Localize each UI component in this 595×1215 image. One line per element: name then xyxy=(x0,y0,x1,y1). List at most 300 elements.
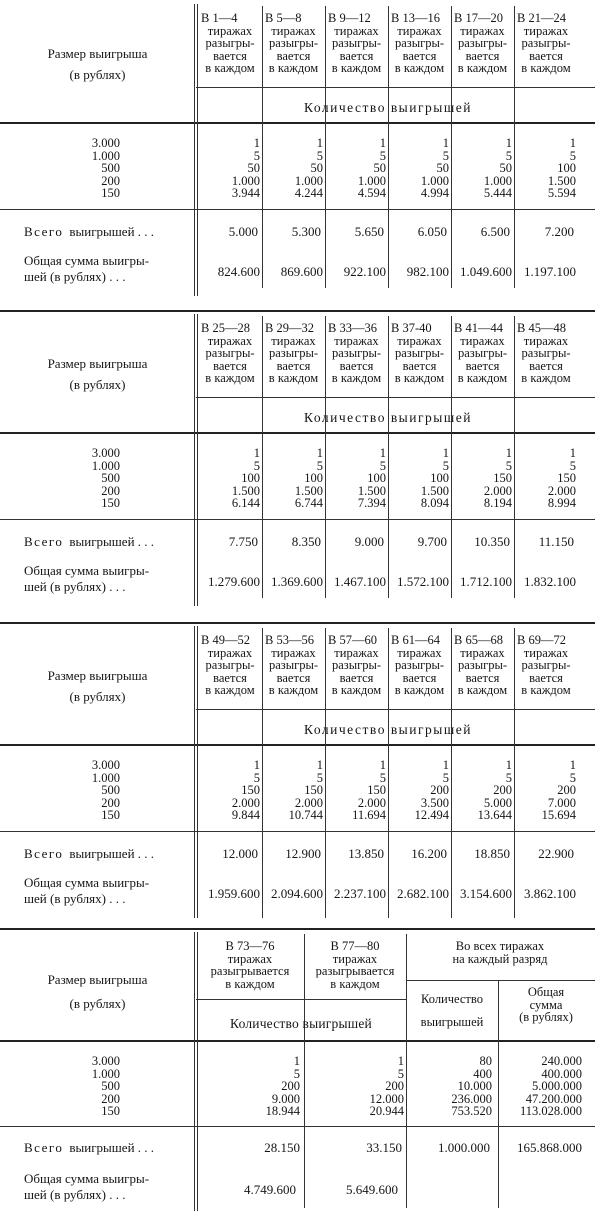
wins-count-cell: 1.500 xyxy=(547,173,576,188)
wins-count-cell: 5 xyxy=(253,770,260,785)
draw-range-header-line: разыгры- xyxy=(268,36,319,50)
draw-range-header-line: тиражах xyxy=(207,645,253,660)
prize-size-heading-line: Размер выигрыша xyxy=(47,46,148,61)
wins-count-cell: 15.694 xyxy=(541,808,576,823)
draw-range-header-line: тиражах xyxy=(523,645,569,660)
final-cell: 753.520 xyxy=(451,1104,492,1119)
draw-range-header-line: В 37-40 xyxy=(391,321,432,335)
prize-size-value: 500 xyxy=(101,1079,120,1094)
final-prize-table-block xyxy=(0,928,595,1215)
wins-count-cell: 11.694 xyxy=(352,808,386,823)
draw-range-header-line: разыгрывается xyxy=(315,964,395,978)
wins-count-cell: 1 xyxy=(379,136,386,150)
draw-range-header-line: разыгры- xyxy=(457,658,508,672)
draw-range-header xyxy=(263,12,324,75)
draw-range-header xyxy=(452,12,513,75)
draw-range-header-line: В 29—32 xyxy=(265,321,314,335)
wins-count-cell: 4.594 xyxy=(357,186,386,201)
wins-count-cell: 6.144 xyxy=(231,496,260,511)
prize-size-heading xyxy=(10,668,185,704)
draw-range-header-line: вается xyxy=(213,48,247,63)
draw-range-header xyxy=(326,12,387,75)
final-cell: 200 xyxy=(385,1079,404,1094)
draw-range-header-line: вается xyxy=(276,358,311,373)
draw-range-header-line: тиражах xyxy=(227,951,273,966)
draw-range-header-line: тиражах xyxy=(397,23,442,38)
amount-header-line: (в рублях) xyxy=(519,1010,573,1024)
wins-count-cell: 8.194 xyxy=(483,496,512,511)
draw-range-header xyxy=(515,634,577,697)
total-amount-cell: 3.154.600 xyxy=(460,886,512,901)
wins-count-cell: 5 xyxy=(505,148,512,163)
draw-range-header-line: вается xyxy=(339,358,374,373)
draw-range-header-line: вается xyxy=(339,48,374,63)
wins-count-cell: 50 xyxy=(247,161,260,176)
draw-range-header-line: В 25—28 xyxy=(201,321,250,335)
wins-count-cell: 2.000 xyxy=(547,483,576,498)
wins-count-cell: 1 xyxy=(316,758,323,772)
wins-count-cell: 1 xyxy=(379,446,386,460)
draw-range-header-line: разыгры- xyxy=(394,346,445,360)
draw-range-header-line: в каждом xyxy=(394,371,445,385)
amount-header-line: сумма xyxy=(529,997,563,1012)
wins-count-cell: 1 xyxy=(442,446,449,460)
wins-count-cell: 1.000 xyxy=(483,173,512,188)
wins-count-cell: 200 xyxy=(493,783,512,798)
wins-count-cell: 1.500 xyxy=(420,483,449,498)
total-wins-cell: 12.000 xyxy=(222,846,258,861)
draw-range-header-line: разыгры- xyxy=(331,346,382,360)
wins-count-cell: 1 xyxy=(442,136,449,150)
final-cell: 47.200.000 xyxy=(525,1091,582,1106)
draw-range-header-line: вается xyxy=(529,670,563,685)
wins-count-cell: 1.000 xyxy=(420,173,449,188)
wins-count-cell: 5 xyxy=(379,458,386,473)
wins-count-cell: 10.744 xyxy=(288,808,323,823)
draw-range-header-line: вается xyxy=(402,48,437,63)
draw-range-header-line: В 41—44 xyxy=(454,321,503,335)
total-wins-cell: 18.850 xyxy=(474,846,510,861)
total-amount-cell: 1.279.600 xyxy=(208,574,260,589)
total-wins-cell: 13.850 xyxy=(348,846,384,861)
wins-count-cell: 5 xyxy=(442,148,449,163)
caption-bottom-rule xyxy=(0,744,595,746)
wins-count-cell: 1 xyxy=(505,758,512,772)
wins-count-cell: 4.994 xyxy=(420,186,449,201)
wins-count-cell: 8.094 xyxy=(420,496,449,511)
draw-range-header-line: тиражах xyxy=(523,333,569,348)
wins-count-cell: 5 xyxy=(253,458,260,473)
total-wins-cell: 22.900 xyxy=(538,846,574,861)
draw-range-header xyxy=(197,940,303,990)
total-wins-label-word: Всего xyxy=(24,846,64,861)
total-amount-label-line: шей (в рублях) . . . xyxy=(24,269,126,284)
total-amount-cell: 5.649.600 xyxy=(346,1182,398,1197)
total-amount-label xyxy=(24,1171,194,1203)
total-amount-cell: 1.467.100 xyxy=(334,574,386,589)
wins-count-caption: Количество выигрышей xyxy=(230,1016,372,1031)
draw-range-header-line: В 65—68 xyxy=(454,633,503,647)
draw-range-header-line: разыгры- xyxy=(205,658,255,672)
draw-range-header-line: тиражах xyxy=(334,645,379,660)
prize-size-heading-unit: (в рублях) xyxy=(69,67,126,82)
wins-count-cell: 1.000 xyxy=(231,173,260,188)
total-wins-cell: 5.000 xyxy=(228,224,258,239)
prize-size-heading-unit: (в рублях) xyxy=(69,689,126,704)
draw-range-header-line: вается xyxy=(465,670,500,685)
draw-range-header-line: В 21—24 xyxy=(517,11,566,25)
final-cell: 5.000.000 xyxy=(532,1079,582,1094)
draw-range-header xyxy=(515,12,577,75)
total-wins-cell: 7.200 xyxy=(544,224,574,239)
draw-range-header-line: тиражах xyxy=(397,645,442,660)
total-amount-label-line: Общая сумма выигры- xyxy=(24,875,150,890)
draw-range-header-line: в каждом xyxy=(268,683,319,697)
wins-count-cell: 100 xyxy=(430,471,449,486)
draw-range-header-line: в каждом xyxy=(205,683,255,697)
final-cell: 1 xyxy=(397,1054,404,1068)
prize-size-heading-line: Размер выигрыша xyxy=(47,668,148,683)
draw-range-header-line: разыгры- xyxy=(331,36,382,50)
wins-count-cell: 5 xyxy=(569,148,576,163)
draw-range-header-line: тиражах xyxy=(271,645,316,660)
total-wins-cell: 165.868.000 xyxy=(517,1140,582,1155)
draw-range-header-line: в каждом xyxy=(521,371,571,385)
draw-range-header-line: В 73—76 xyxy=(225,939,275,953)
total-amount-cell: 869.600 xyxy=(280,264,323,279)
total-wins-cell: 9.700 xyxy=(417,534,447,549)
count-header-line: Количество xyxy=(421,992,483,1006)
wins-count-cell: 1.500 xyxy=(231,483,260,498)
wins-count-cell: 13.644 xyxy=(477,808,512,823)
draw-range-header xyxy=(263,322,324,385)
header-underline xyxy=(196,709,595,710)
draw-range-header-line: разыгры- xyxy=(394,658,445,672)
total-amount-label-line: Общая сумма выигры- xyxy=(24,563,150,578)
draw-range-header-line: вается xyxy=(213,358,247,373)
wins-count-cell: 5 xyxy=(253,148,260,163)
draw-range-header-line: в каждом xyxy=(205,371,255,385)
draw-range-header-line: в каждом xyxy=(331,371,382,385)
wins-count-cell: 3.944 xyxy=(231,186,260,201)
draw-range-header xyxy=(199,12,261,75)
prize-size-value: 200 xyxy=(101,173,120,188)
wins-count-cell: 9.844 xyxy=(231,808,260,823)
draw-range-header-line: тиражах xyxy=(460,645,505,660)
draw-range-header-line: вается xyxy=(213,670,247,685)
draw-range-header-line: разыгры- xyxy=(205,36,255,50)
wins-count-cell: 200 xyxy=(430,783,449,798)
draw-range-header-line: В 45—48 xyxy=(517,321,566,335)
values-bottom-rule xyxy=(0,519,595,520)
final-cell: 240.000 xyxy=(541,1054,582,1068)
draw-range-header-line: вается xyxy=(465,48,500,63)
prize-size-heading xyxy=(10,46,185,82)
total-wins-label-word: Всего xyxy=(24,534,64,549)
draw-range-header-line: разыгры- xyxy=(268,346,319,360)
wins-count-cell: 7.394 xyxy=(357,496,386,511)
count-header xyxy=(407,993,497,1028)
final-cell: 1 xyxy=(293,1054,300,1068)
draw-range-header-line: тиражах xyxy=(332,951,378,966)
draw-range-header-line: в каждом xyxy=(394,61,445,75)
draw-range-header xyxy=(199,634,261,697)
draw-range-header xyxy=(326,322,387,385)
total-amount-label-line: шей (в рублях) . . . xyxy=(24,891,126,906)
draw-range-header-line: вается xyxy=(529,358,563,373)
total-amount-label-line: шей (в рублях) . . . xyxy=(24,1187,126,1202)
draw-range-header-line: в каждом xyxy=(331,61,382,75)
prize-size-value: 150 xyxy=(101,496,120,511)
prize-size-value: 500 xyxy=(101,161,120,176)
draw-range-header-line: вается xyxy=(276,670,311,685)
total-wins-label xyxy=(24,846,194,862)
wins-count-cell: 1 xyxy=(253,446,260,460)
caption-bottom-rule xyxy=(0,432,595,434)
draw-range-header-line: В 1—4 xyxy=(201,11,238,25)
draw-range-header-line: в каждом xyxy=(268,371,319,385)
draw-range-header-line: В 57—60 xyxy=(328,633,377,647)
wins-count-cell: 1.500 xyxy=(357,483,386,498)
wins-count-cell: 50 xyxy=(436,161,449,176)
final-cell: 400 xyxy=(473,1066,492,1081)
draw-range-header-line: вается xyxy=(276,48,311,63)
draw-range-header xyxy=(326,634,387,697)
wins-count-cell: 5.000 xyxy=(483,795,512,810)
draw-range-header-line: в каждом xyxy=(330,976,380,991)
draw-range-header-line: в каждом xyxy=(457,371,508,385)
caption-bottom-rule xyxy=(0,1040,595,1042)
total-amount-cell: 2.682.100 xyxy=(397,886,449,901)
total-wins-cell: 16.200 xyxy=(411,846,447,861)
draw-range-header-line: разыгры- xyxy=(268,658,319,672)
final-cell: 200 xyxy=(281,1079,300,1094)
total-wins-cell: 6.050 xyxy=(417,224,447,239)
draw-range-header xyxy=(452,634,513,697)
values-bottom-rule xyxy=(0,1126,595,1127)
draw-range-header xyxy=(389,322,450,385)
prize-size-heading-line: Размер выигрыша xyxy=(47,356,148,371)
wins-count-cell: 2.000 xyxy=(294,795,323,810)
values-bottom-rule xyxy=(0,831,595,832)
draw-range-header-line: разыгрывается xyxy=(210,964,290,978)
draw-range-header-line: В 53—56 xyxy=(265,633,314,647)
final-cell: 80 xyxy=(479,1054,492,1068)
wins-count-cell: 50 xyxy=(373,161,386,176)
wins-count-caption: Количество выигрышей xyxy=(304,722,472,737)
total-wins-label-word: Всего xyxy=(24,1140,64,1155)
draw-range-header-line: вается xyxy=(465,358,500,373)
wins-count-cell: 1 xyxy=(379,758,386,772)
prize-table-block xyxy=(0,622,595,922)
prize-size-value: 500 xyxy=(101,471,120,486)
wins-count-cell: 6.744 xyxy=(294,496,323,511)
final-cell: 9.000 xyxy=(271,1091,300,1106)
final-cell: 12.000 xyxy=(369,1091,404,1106)
total-wins-label-rest: выигрышей . . . xyxy=(69,846,155,861)
draw-range-header-line: тиражах xyxy=(523,23,569,38)
draw-range-header-line: разыгры- xyxy=(521,658,571,672)
wins-count-cell: 5 xyxy=(569,770,576,785)
wins-count-cell: 12.494 xyxy=(414,808,449,823)
draw-range-header-line: разыгры- xyxy=(457,36,508,50)
wins-count-cell: 3.500 xyxy=(420,795,449,810)
draw-range-header-line: в каждом xyxy=(457,683,508,697)
total-amount-label xyxy=(24,875,194,907)
total-amount-label-line: Общая сумма выигры- xyxy=(24,253,150,268)
total-wins-cell: 12.900 xyxy=(285,846,321,861)
wins-count-cell: 100 xyxy=(241,471,260,486)
total-amount-cell: 1.572.100 xyxy=(397,574,449,589)
total-amount-cell: 922.100 xyxy=(343,264,386,279)
amount-header xyxy=(499,986,593,1024)
prize-size-heading-unit: (в рублях) xyxy=(69,996,126,1011)
wins-count-cell: 5 xyxy=(316,148,323,163)
prize-size-value: 3.000 xyxy=(91,1054,120,1068)
draw-range-header-line: В 9—12 xyxy=(328,11,371,25)
wins-count-caption: Количество выигрышей xyxy=(304,410,472,425)
wins-count-cell: 1 xyxy=(569,446,576,460)
draw-range-header xyxy=(389,634,450,697)
draw-range-header-line: тиражах xyxy=(271,23,316,38)
draw-range-header-line: в каждом xyxy=(268,61,319,75)
total-wins-label-rest: выигрышей . . . xyxy=(69,1140,155,1155)
total-wins-cell: 6.500 xyxy=(480,224,510,239)
final-cell: 18.944 xyxy=(265,1104,300,1119)
draw-range-header-line: в каждом xyxy=(205,61,255,75)
final-cell: 113.028.000 xyxy=(519,1104,582,1119)
draw-range-header-line: В 33—36 xyxy=(328,321,377,335)
wins-count-cell: 4.244 xyxy=(294,186,323,201)
draw-range-header-line: в каждом xyxy=(457,61,508,75)
wins-count-cell: 150 xyxy=(493,471,512,486)
wins-count-cell: 1 xyxy=(569,136,576,150)
draw-range-header-line: разыгры- xyxy=(205,346,255,360)
wins-count-cell: 2.000 xyxy=(231,795,260,810)
draw-range-header-line: разыгры- xyxy=(331,658,382,672)
draw-range-header-line: тиражах xyxy=(271,333,316,348)
wins-count-cell: 1 xyxy=(505,136,512,150)
wins-count-cell: 50 xyxy=(310,161,323,176)
draw-range-header-line: вается xyxy=(529,48,563,63)
wins-count-cell: 1 xyxy=(316,136,323,150)
draw-range-header xyxy=(452,322,513,385)
total-amount-cell: 1.049.600 xyxy=(460,264,512,279)
wins-count-cell: 100 xyxy=(304,471,323,486)
wins-count-cell: 50 xyxy=(499,161,512,176)
draw-range-header xyxy=(515,322,577,385)
total-wins-cell: 7.750 xyxy=(228,534,258,549)
wins-count-cell: 150 xyxy=(367,783,386,798)
wins-count-cell: 5.444 xyxy=(483,186,512,201)
total-wins-label-rest: выигрышей . . . xyxy=(69,534,155,549)
draw-range-header-line: тиражах xyxy=(334,333,379,348)
header-underline xyxy=(196,999,406,1000)
wins-count-cell: 5 xyxy=(379,148,386,163)
wins-count-cell: 1.000 xyxy=(357,173,386,188)
header-underline xyxy=(196,397,595,398)
wins-count-cell: 5 xyxy=(316,770,323,785)
prize-size-value: 200 xyxy=(101,795,120,810)
total-amount-cell: 1.959.600 xyxy=(208,886,260,901)
draw-range-header-line: В 5—8 xyxy=(265,11,302,25)
draw-range-header-line: тиражах xyxy=(207,23,253,38)
wins-count-cell: 150 xyxy=(557,471,576,486)
prize-size-value: 1.000 xyxy=(91,770,120,785)
amount-header-line: Общая xyxy=(527,985,565,999)
draw-range-header-line: тиражах xyxy=(397,333,442,348)
draw-range-header-line: В 49—52 xyxy=(201,633,250,647)
total-amount-cell: 824.600 xyxy=(217,264,260,279)
header-underline xyxy=(196,87,595,88)
total-wins-label xyxy=(24,1140,194,1156)
total-wins-cell: 9.000 xyxy=(354,534,384,549)
values-bottom-rule xyxy=(0,209,595,210)
total-wins-cell: 5.650 xyxy=(354,224,384,239)
prize-size-heading xyxy=(10,356,185,392)
total-wins-cell: 8.350 xyxy=(291,534,321,549)
final-cell: 10.000 xyxy=(457,1079,492,1094)
total-amount-cell: 1.369.600 xyxy=(271,574,323,589)
total-wins-cell: 11.150 xyxy=(538,534,574,549)
draw-range-header-line: разыгры- xyxy=(457,346,508,360)
wins-count-cell: 150 xyxy=(304,783,323,798)
draw-range-header-line: В 77—80 xyxy=(330,939,380,953)
final-cell: 236.000 xyxy=(451,1091,492,1106)
total-wins-cell: 10.350 xyxy=(474,534,510,549)
draw-range-header-line: В 61—64 xyxy=(391,633,440,647)
wins-count-cell: 100 xyxy=(557,161,576,176)
wins-count-cell: 5 xyxy=(505,458,512,473)
caption-bottom-rule xyxy=(0,122,595,124)
wins-count-cell: 5 xyxy=(442,770,449,785)
draw-range-header-line: в каждом xyxy=(521,61,571,75)
total-amount-label-line: шей (в рублях) . . . xyxy=(24,579,126,594)
wins-count-cell: 1 xyxy=(569,758,576,772)
all-draws-header-line: на каждый разряд xyxy=(452,951,548,966)
total-wins-label xyxy=(24,224,194,240)
draw-range-header-line: разыгры- xyxy=(521,346,571,360)
total-amount-label-line: Общая сумма выигры- xyxy=(24,1171,150,1186)
total-amount-cell: 982.100 xyxy=(406,264,449,279)
draw-range-header-line: тиражах xyxy=(460,23,505,38)
draw-range-header xyxy=(263,634,324,697)
wins-count-cell: 5 xyxy=(379,770,386,785)
total-amount-cell: 4.749.600 xyxy=(244,1182,296,1197)
table-top-rule xyxy=(0,928,595,930)
wins-count-cell: 5 xyxy=(569,458,576,473)
prize-size-heading-line: Размер выигрыша xyxy=(47,972,148,987)
prize-table-block xyxy=(0,310,595,610)
count-header-line: выигрышей xyxy=(420,1014,484,1029)
draw-range-header xyxy=(199,322,261,385)
total-amount-cell: 1.832.100 xyxy=(524,574,576,589)
wins-count-cell: 1.000 xyxy=(294,173,323,188)
prize-size-value: 3.000 xyxy=(91,136,120,150)
draw-range-header-line: тиражах xyxy=(460,333,505,348)
final-cell: 5 xyxy=(293,1066,300,1081)
all-draws-header xyxy=(407,940,593,965)
final-cell: 5 xyxy=(397,1066,404,1081)
draw-range-header xyxy=(389,12,450,75)
draw-range-header-line: В 69—72 xyxy=(517,633,566,647)
wins-count-caption: Количество выигрышей xyxy=(304,100,472,115)
total-amount-cell: 1.197.100 xyxy=(524,264,576,279)
draw-range-header-line: тиражах xyxy=(334,23,379,38)
draw-range-header-line: вается xyxy=(339,670,374,685)
draw-range-header-line: в каждом xyxy=(225,976,275,991)
total-wins-label-rest: выигрышей . . . xyxy=(69,224,155,239)
